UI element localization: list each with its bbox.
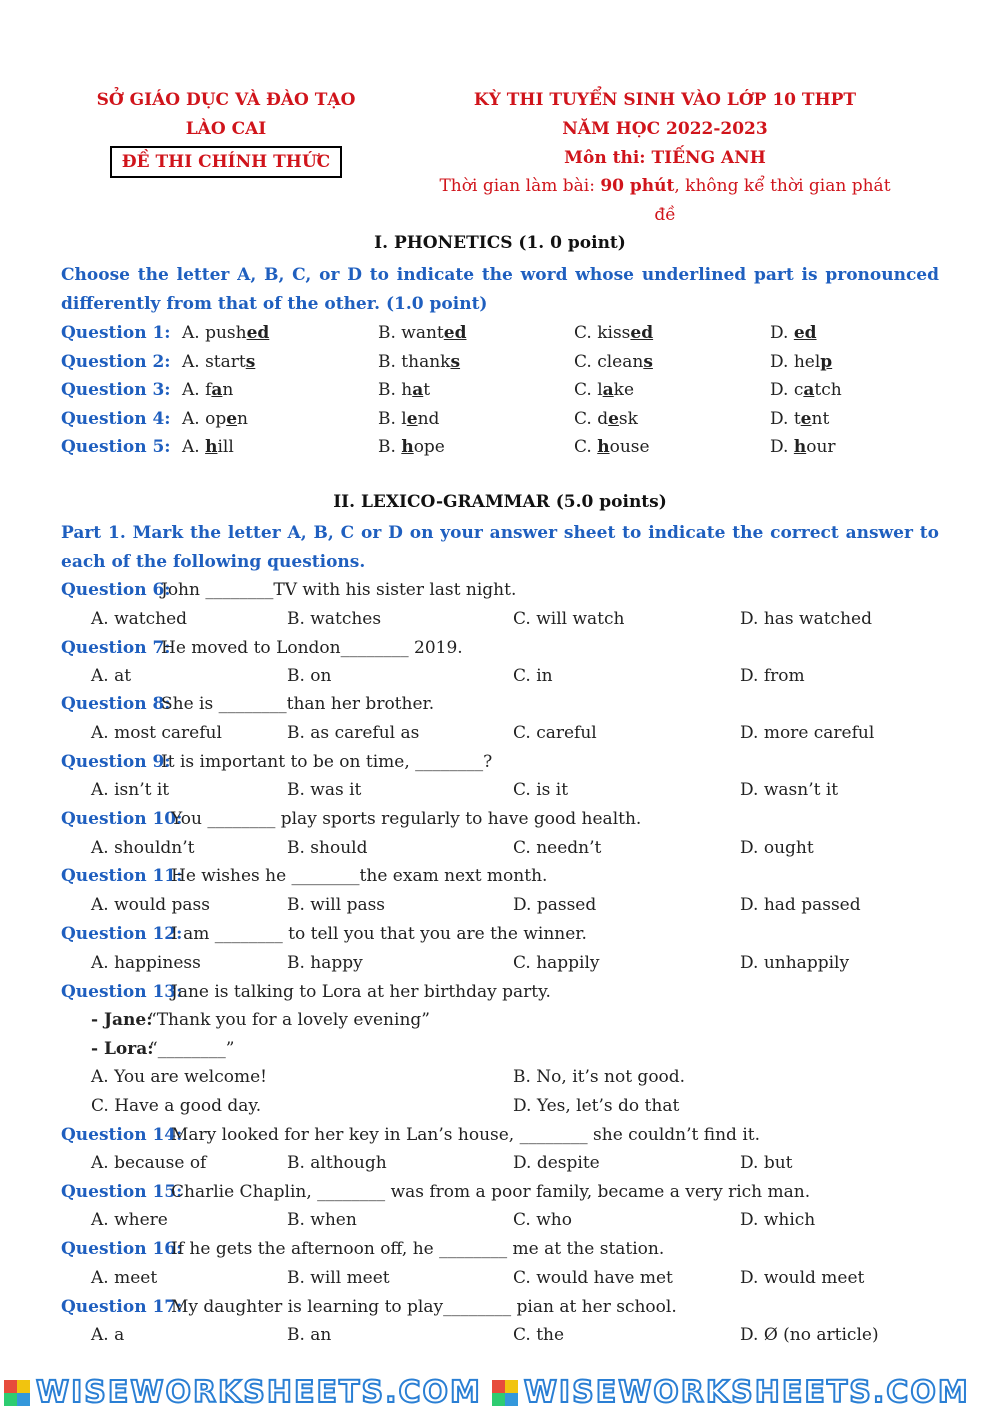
question-row — [0, 1293, 1000, 1322]
option-c[interactable]: C. Have a good day. — [91, 1096, 262, 1116]
option-text: D. hel — [770, 352, 821, 372]
option-a[interactable]: A. most careful — [91, 723, 222, 743]
logo-grid-icon — [4, 1380, 30, 1406]
option-c[interactable] — [574, 319, 653, 348]
option-text: C. l — [574, 380, 603, 400]
question-row — [0, 634, 1000, 663]
underlined-part: s — [643, 352, 653, 372]
option-text: B. thank — [378, 352, 451, 372]
option-text: n — [237, 409, 248, 429]
options-row — [0, 1063, 1000, 1092]
option-d[interactable] — [770, 433, 836, 462]
option-text: A. f — [182, 380, 212, 400]
option-text: ouse — [609, 437, 650, 457]
question-label: Question 17: — [61, 1297, 183, 1317]
option-b[interactable] — [378, 319, 466, 348]
speaker-label: - Jane: — [91, 1010, 153, 1030]
option-a[interactable] — [182, 376, 233, 405]
option-text: A. — [182, 437, 206, 457]
option-c[interactable]: C. the — [513, 1325, 565, 1345]
underlined-part: p — [820, 352, 833, 372]
option-c[interactable]: C. happily — [513, 953, 600, 973]
option-a[interactable] — [182, 405, 248, 434]
option-a[interactable]: A. happiness — [91, 953, 201, 973]
question-row — [0, 805, 1000, 834]
option-a[interactable]: A. where — [91, 1210, 168, 1230]
question-label: Question 12: — [61, 924, 183, 944]
option-c[interactable]: C. will watch — [513, 609, 625, 629]
question-label: Question 2: — [61, 352, 171, 372]
option-c[interactable]: C. is it — [513, 780, 569, 800]
grammar-instruction: Part 1. Mark the letter A, B, C or D on your answer sheet to indicate the correct answer to each of the following questions. — [61, 523, 939, 572]
option-b[interactable] — [378, 405, 439, 434]
option-text: D. — [770, 323, 794, 343]
question-label: Question 13: — [61, 982, 183, 1002]
underlined-part: ed — [246, 323, 270, 343]
site-logo[interactable] — [492, 1375, 970, 1410]
question-row — [0, 1121, 1000, 1150]
option-a[interactable] — [182, 348, 255, 377]
option-text: B. want — [378, 323, 444, 343]
option-text: A. push — [182, 323, 247, 343]
question-text: He wishes he ________the exam next month. — [171, 866, 548, 886]
option-c[interactable]: C. would have met — [513, 1268, 673, 1288]
question-text: Mary looked for her key in Lan’s house, ________ she couldn’t find it. — [171, 1125, 761, 1145]
options-row — [0, 834, 1000, 863]
phonetics-question-row — [0, 405, 1000, 434]
dialogue-text: “Thank you for a lovely evening” — [148, 1010, 430, 1030]
underlined-part: a — [803, 380, 815, 400]
option-text: ope — [413, 437, 445, 457]
question-label: Question 8: — [61, 694, 171, 714]
option-c[interactable]: C. who — [513, 1210, 572, 1230]
phonetics-question-row — [0, 319, 1000, 348]
option-text: C. kiss — [574, 323, 631, 343]
logo-text: WISEWORKSHEETS.COM — [36, 1375, 482, 1410]
question-row — [0, 748, 1000, 777]
underlined-part: s — [245, 352, 256, 372]
underlined-part: ed — [443, 323, 467, 343]
option-b[interactable]: B. as careful as — [287, 723, 420, 743]
option-b[interactable]: B. No, it’s not good. — [513, 1067, 686, 1087]
option-b[interactable]: B. an — [287, 1325, 332, 1345]
question-label: Question 14: — [61, 1125, 183, 1145]
option-c[interactable] — [574, 433, 650, 462]
section-title-lexico-grammar: II. LEXICO-GRAMMAR (5.0 points) — [333, 492, 667, 512]
option-d[interactable] — [770, 376, 842, 405]
option-b[interactable]: B. on — [287, 666, 332, 686]
question-label: Question 4: — [61, 409, 171, 429]
question-row — [0, 1178, 1000, 1207]
option-text: nt — [811, 409, 830, 429]
phonetics-question-row — [0, 376, 1000, 405]
option-b[interactable]: B. although — [287, 1153, 387, 1173]
section-title-phonetics: I. PHONETICS (1. 0 point) — [374, 233, 626, 253]
question-label: Question 5: — [61, 437, 171, 457]
option-text: t — [423, 380, 431, 400]
question-label: Question 11: — [61, 866, 183, 886]
question-text: Charlie Chaplin, ________ was from a poor family, became a very rich man. — [171, 1182, 811, 1202]
option-c[interactable]: C. careful — [513, 723, 597, 743]
question-row — [0, 690, 1000, 719]
option-b[interactable]: B. was it — [287, 780, 362, 800]
option-text: n — [222, 380, 234, 400]
option-d[interactable] — [770, 405, 829, 434]
question-text: She is ________than her brother. — [161, 694, 435, 714]
option-b[interactable] — [378, 348, 460, 377]
option-text: nd — [417, 409, 440, 429]
underlined-part: e — [608, 409, 619, 429]
option-a[interactable] — [182, 319, 269, 348]
question-label: Question 15: — [61, 1182, 183, 1202]
option-c[interactable]: D. despite — [513, 1153, 600, 1173]
option-a[interactable]: A. would pass — [91, 895, 211, 915]
option-c[interactable]: D. passed — [513, 895, 597, 915]
question-text: If he gets the afternoon off, he ________ me at the station. — [171, 1239, 665, 1259]
question-row — [0, 1235, 1000, 1264]
option-d[interactable]: D. but — [740, 1153, 793, 1173]
option-d[interactable] — [770, 319, 817, 348]
question-label: Question 9: — [61, 752, 171, 772]
options-row — [0, 776, 1000, 805]
option-text: sk — [618, 409, 638, 429]
question-label: Question 10: — [61, 809, 183, 829]
underlined-part: a — [602, 380, 614, 400]
underlined-part: e — [226, 409, 238, 429]
options-row — [0, 719, 1000, 748]
question-label: Question 6: — [61, 580, 171, 600]
options-row — [0, 1092, 1000, 1121]
option-text: ill — [217, 437, 234, 457]
underlined-part: h — [597, 437, 610, 457]
phonetics-question-row — [0, 348, 1000, 377]
option-text: ke — [613, 380, 635, 400]
options-row — [0, 605, 1000, 634]
options-row — [0, 1206, 1000, 1235]
option-b[interactable] — [378, 376, 430, 405]
options-row — [0, 891, 1000, 920]
underlined-part: s — [450, 352, 461, 372]
options-row — [0, 1321, 1000, 1350]
option-b[interactable] — [378, 433, 445, 462]
question-text: My daughter is learning to play________ pian at her school. — [171, 1297, 677, 1317]
option-a[interactable]: A. shouldn’t — [91, 838, 195, 858]
official-exam-label: ĐỀ THI CHÍNH THỨC — [110, 146, 342, 178]
question-label: Question 7: — [61, 638, 171, 658]
option-d[interactable]: D. Yes, let’s do that — [513, 1096, 680, 1116]
phonetics-question-row — [0, 433, 1000, 462]
option-d[interactable] — [770, 348, 832, 377]
question-row — [0, 978, 1000, 1007]
question-label: Question 16: — [61, 1239, 183, 1259]
option-c[interactable]: C. in — [513, 666, 553, 686]
option-text: A. start — [182, 352, 246, 372]
option-d[interactable]: D. had passed — [740, 895, 861, 915]
option-text: A. op — [182, 409, 227, 429]
options-row — [0, 662, 1000, 691]
option-b[interactable]: B. will meet — [287, 1268, 390, 1288]
logo-grid-icon — [492, 1380, 518, 1406]
option-text: tch — [814, 380, 842, 400]
option-c[interactable]: C. needn’t — [513, 838, 602, 858]
school-year: NĂM HỌC 2022-2023 — [562, 119, 768, 139]
option-text: B. — [378, 437, 402, 457]
question-text: It is important to be on time, ________? — [161, 752, 493, 772]
question-row — [0, 920, 1000, 949]
exam-duration: Thời gian làm bài: 90 phút, không kể thời gian phát đề — [439, 176, 891, 225]
question-row — [0, 862, 1000, 891]
underlined-part: e — [406, 409, 418, 429]
dialogue-text: “________” — [149, 1039, 235, 1059]
option-a[interactable] — [182, 433, 234, 462]
option-text: C. — [574, 437, 598, 457]
option-b[interactable]: B. should — [287, 838, 368, 858]
option-text: C. d — [574, 409, 609, 429]
option-d[interactable]: D. more careful — [740, 723, 875, 743]
question-text: He moved to London________ 2019. — [161, 638, 463, 658]
option-b[interactable]: B. happy — [287, 953, 363, 973]
options-row — [0, 1149, 1000, 1178]
question-text: Jane is talking to Lora at her birthday party. — [171, 982, 551, 1002]
option-a[interactable]: A. a — [91, 1325, 125, 1345]
option-b[interactable]: B. watches — [287, 609, 382, 629]
dialogue-line-jane — [0, 1006, 1000, 1035]
option-c[interactable] — [574, 405, 638, 434]
question-text: John ________TV with his sister last night. — [161, 580, 517, 600]
underlined-part: e — [800, 409, 812, 429]
exam-title: KỲ THI TUYỂN SINH VÀO LỚP 10 THPT — [473, 90, 857, 110]
option-a[interactable]: A. isn’t it — [91, 780, 170, 800]
speaker-label: - Lora: — [91, 1039, 154, 1059]
underlined-part: h — [205, 437, 218, 457]
phonetics-instruction: Choose the letter A, B, C, or D to indicate the word whose underlined part is pronounced differently from that of the other. (1.0 point) — [61, 265, 939, 314]
province-name: LÀO CAI — [185, 119, 267, 139]
option-d[interactable]: D. would meet — [740, 1268, 865, 1288]
underlined-part: ed — [793, 323, 817, 343]
header-right — [430, 86, 900, 230]
question-row — [0, 576, 1000, 605]
underlined-part: a — [211, 380, 223, 400]
option-a[interactable]: A. at — [91, 666, 132, 686]
option-d[interactable]: D. wasn’t it — [740, 780, 839, 800]
option-text: D. t — [770, 409, 801, 429]
underlined-part: h — [401, 437, 414, 457]
header-left — [86, 86, 366, 178]
option-d[interactable]: D. which — [740, 1210, 816, 1230]
option-d[interactable]: D. ought — [740, 838, 814, 858]
option-a[interactable]: A. watched — [91, 609, 188, 629]
option-d[interactable]: D. has watched — [740, 609, 872, 629]
option-c[interactable] — [574, 376, 634, 405]
underlined-part: a — [412, 380, 424, 400]
option-text: C. clean — [574, 352, 644, 372]
exam-subject: Môn thi: TIẾNG ANH — [564, 148, 766, 168]
logo-text: WISEWORKSHEETS.COM — [523, 1375, 970, 1410]
underlined-part: ed — [630, 323, 654, 343]
watermark-footer — [0, 1372, 1000, 1413]
question-text: I am ________ to tell you that you are the winner. — [171, 924, 587, 944]
option-c[interactable] — [574, 348, 653, 377]
option-text: B. l — [378, 409, 407, 429]
option-b[interactable]: B. when — [287, 1210, 357, 1230]
site-logo[interactable] — [4, 1375, 482, 1410]
option-d[interactable]: D. from — [740, 666, 805, 686]
underlined-part: h — [793, 437, 807, 457]
option-a[interactable]: A. meet — [91, 1268, 158, 1288]
option-d[interactable]: D. unhappily — [740, 953, 850, 973]
option-text: B. h — [378, 380, 413, 400]
question-label: Question 1: — [61, 323, 171, 343]
options-row — [0, 949, 1000, 978]
option-a[interactable]: A. because of — [91, 1153, 207, 1173]
department-name: SỞ GIÁO DỤC VÀ ĐÀO TẠO — [96, 90, 356, 110]
dialogue-line-lora — [0, 1035, 1000, 1064]
option-d[interactable]: D. Ø (no article) — [740, 1325, 879, 1345]
option-a[interactable]: A. You are welcome! — [91, 1067, 267, 1087]
option-text: our — [806, 437, 836, 457]
options-row — [0, 1264, 1000, 1293]
option-text: D. c — [770, 380, 804, 400]
option-b[interactable]: B. will pass — [287, 895, 386, 915]
option-text: D. — [770, 437, 794, 457]
question-label: Question 3: — [61, 380, 171, 400]
question-text: You ________ play sports regularly to have good health. — [171, 809, 642, 829]
